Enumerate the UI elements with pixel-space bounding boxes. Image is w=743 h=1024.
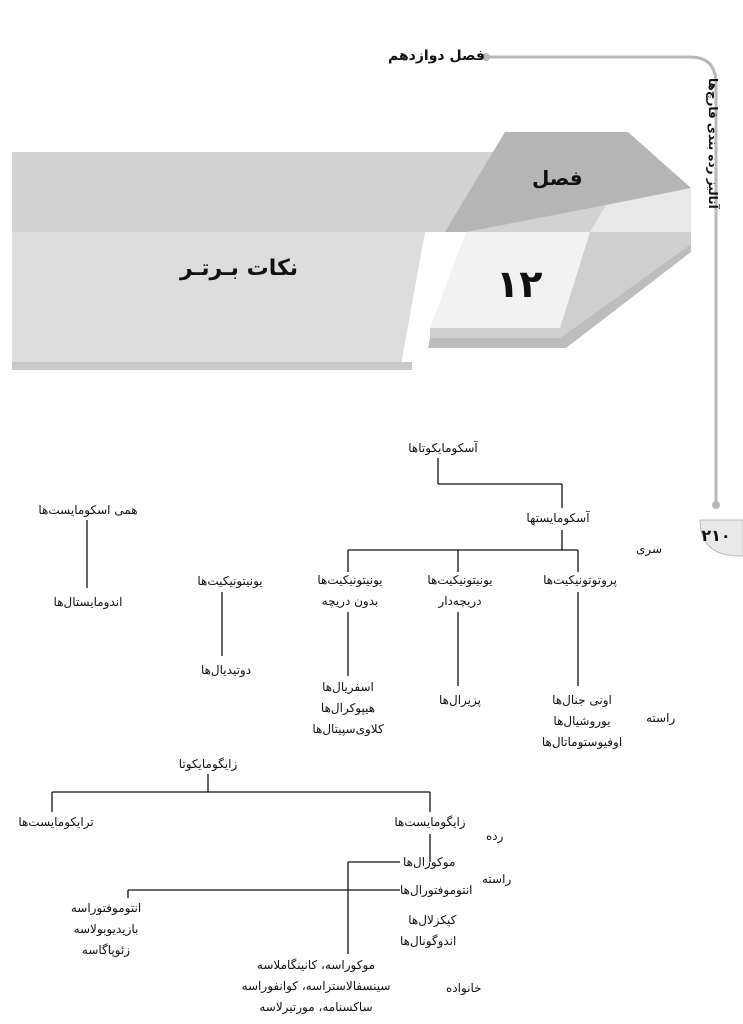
- entomophthorales: انتوموفتورال‌ها: [400, 883, 473, 897]
- list-item: پزیرال‌ها: [439, 693, 481, 707]
- ascomycetes-class: آسکومایستها: [526, 511, 590, 525]
- side-title: آنالیز رده بندی قارچ‌ها: [706, 78, 720, 209]
- branch-sub: بدون دریچه: [321, 594, 379, 608]
- list-item: هیپوکرال‌ها: [320, 701, 376, 715]
- list-item: سینسفالاستراسه، کوانفوراسه: [241, 979, 391, 993]
- page-number: ۲۱۰: [701, 526, 731, 545]
- trichomycetes: ترایکومایست‌ها: [18, 815, 94, 829]
- ascomycota-root: آسکومایکوتاها: [408, 441, 478, 455]
- raste-label-zygo: راسته: [482, 872, 512, 886]
- other-orders: [400, 910, 456, 952]
- banner-chapter-number: ۱۲: [496, 262, 543, 306]
- khanevade-label: خانواده: [446, 981, 482, 995]
- branch-name: پروتوتونیکیت‌ها: [543, 573, 617, 587]
- mucorales: موکورال‌ها: [403, 855, 456, 869]
- list-item: انتوموفتوراسه: [70, 901, 142, 915]
- rade-label: رده: [486, 829, 504, 843]
- branch-name: یونیتونیکیت‌ها: [317, 573, 383, 587]
- endomycetales: اندومایستال‌ها: [53, 595, 123, 609]
- list-item: بازیدیوبولاسه: [73, 922, 139, 936]
- list-item: اونی جنال‌ها: [552, 693, 612, 707]
- branch-sub: دریچه‌دار: [438, 594, 482, 608]
- list-item: کیکزلال‌ها: [408, 913, 457, 927]
- list-item: موکوراسه، کانینگاملاسه: [256, 958, 376, 972]
- list-item: اسفریال‌ها: [322, 680, 374, 694]
- mucor-families: [242, 955, 391, 1018]
- zygomycetes: زایگومایست‌ها: [394, 815, 466, 829]
- raste-label: راسته: [646, 711, 676, 725]
- hemiascomycetes: همی اسکومایست‌ها: [38, 503, 138, 517]
- branch-name: یونیتونیکیت‌ها: [427, 573, 493, 587]
- list-item: یوروشیال‌ها: [553, 714, 611, 728]
- banner-title: نکات بـرتـر: [180, 256, 299, 281]
- list-item: ساکسنامه، مورتیرلاسه: [259, 1000, 373, 1014]
- list-item: کلاوی‌سپیتال‌ها: [312, 722, 384, 736]
- chapter-label: فصل دوازدهم: [388, 48, 485, 64]
- sari-label: سری: [636, 542, 663, 556]
- list-item: زئوپاگاسه: [81, 943, 131, 957]
- list-item: اندوگونال‌ها: [400, 934, 457, 948]
- list-item: اوفیوستوماتال‌ها: [541, 735, 623, 749]
- dothideales: دوتیدیال‌ها: [200, 663, 252, 677]
- unitunicate-only: یونیتونیکیت‌ها: [197, 574, 263, 588]
- zygomycota-root: زایگومایکوتا: [178, 757, 238, 771]
- entomo-families: [71, 898, 141, 961]
- banner-fasl: فصل: [532, 166, 583, 190]
